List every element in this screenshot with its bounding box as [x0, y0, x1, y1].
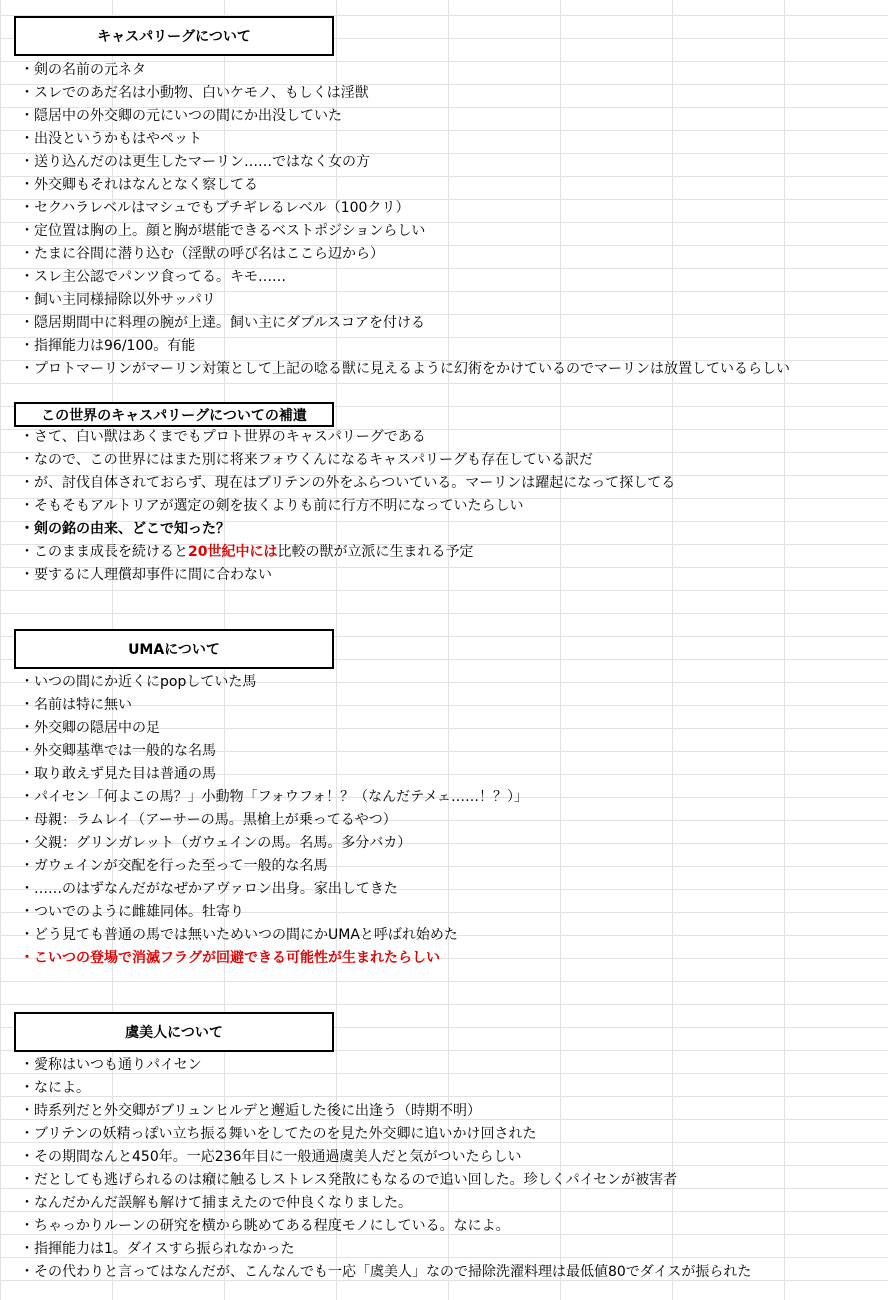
list-item: ・父親：グリンガレット（ガウェインの馬。名馬。多分バカ） — [20, 835, 412, 851]
list-item: ・指揮能力は96/100。有能 — [20, 338, 196, 354]
list-item: ・取り敢えず見た目は普通の馬 — [20, 766, 216, 782]
list-item: ・時系列だと外交卿がブリュンヒルデと邂逅した後に出逢う（時期不明） — [20, 1103, 482, 1119]
list-item: ・定位置は胸の上。顔と胸が堪能できるベストポジションらしい — [20, 223, 426, 239]
list-item: ・さて、白い獣はあくまでもプロト世界のキャスパリーグである — [20, 429, 426, 445]
list-item: ・隠居中の外交卿の元にいつの間にか出没していた — [20, 108, 342, 124]
list-item: ・どう見ても普通の馬では無いためいつの間にかUMAと呼ばれ始めた — [20, 927, 458, 943]
section-title-casparigue-addendum: この世界のキャスパリーグについての補遺 — [14, 402, 334, 427]
list-item: ・たまに谷間に潜り込む（淫獣の呼び名はここら辺から） — [20, 246, 384, 262]
list-item: ・外交卿もそれはなんとなく察してる — [20, 177, 258, 193]
list-item: ・外交卿の隠居中の足 — [20, 720, 160, 736]
section-title-casparigue: キャスパリーグについて — [14, 16, 334, 56]
list-item: ・いつの間にか近くにpopしていた馬 — [20, 674, 257, 690]
list-item: ・セクハラレベルはマシュでもブチギレるレベル（100クリ） — [20, 200, 410, 216]
list-item: ・その期間なんと450年。一応236年目に一般通過虞美人だと気がついたらしい — [20, 1149, 522, 1165]
list-item: ・愛称はいつも通りパイセン — [20, 1057, 202, 1073]
list-item: ・が、討伐自体されておらず、現在はブリテンの外をふらついている。マーリンは躍起になって探してる — [20, 475, 676, 491]
list-item: ・スレ主公認でパンツ食ってる。キモ…… — [20, 269, 286, 285]
list-item: ・プロトマーリンがマーリン対策として上記の唸る獣に見えるように幻術をかけているのでマーリンは放置しているらしい — [20, 361, 790, 377]
mixed-line-highlight: 20世紀中には — [188, 544, 278, 560]
list-item: ・飼い主同様掃除以外サッパリ — [20, 292, 216, 308]
list-item-mixed — [20, 541, 473, 564]
mixed-line-after: 比較の獣が立派に生まれる予定 — [277, 544, 474, 560]
mixed-line-before: ・このまま成長を続けると — [20, 544, 188, 560]
list-item: ・パイセン「何よこの馬？」小動物「フォウフォ！？（なんだテメェ……！？）」 — [20, 789, 529, 805]
list-item: ・なんだかんだ誤解も解けて捕まえたので仲良くなりました。 — [20, 1195, 412, 1211]
list-item-bold: ・剣の銘の由来、どこで知った？ — [20, 521, 230, 537]
list-item: ・そもそもアルトリアが選定の剣を抜くよりも前に行方不明になっていたらしい — [20, 498, 524, 514]
list-item-highlight: ・こいつの登場で消滅フラグが回避できる可能性が生まれたらしい — [20, 950, 440, 966]
list-item: ・母親：ラムレイ（アーサーの馬。黒槍上が乗ってるやつ） — [20, 812, 397, 828]
list-item: ・なので、この世界にはまた別に将来フォウくんになるキャスパリーグも存在している訳だ — [20, 452, 594, 468]
section-title-gubijin: 虞美人について — [14, 1012, 334, 1052]
list-item: ・……のはずなんだがなぜかアヴァロン出身。家出してきた — [20, 881, 398, 897]
list-item: ・要するに人理償却事件に間に合わない — [20, 567, 272, 583]
list-item: ・ブリテンの妖精っぽい立ち振る舞いをしてたのを見た外交卿に追いかけ回された — [20, 1126, 537, 1142]
list-item: ・剣の名前の元ネタ — [20, 62, 146, 78]
list-item: ・その代わりと言ってはなんだが、こんなんでも一応「虞美人」なので掃除洗濯料理は最低値80でダイスが振られた — [20, 1264, 752, 1280]
list-item: ・なによ。 — [20, 1080, 90, 1096]
list-item: ・だとしても逃げられるのは癪に触るしストレス発散にもなるので追い回した。珍しくパイセンが被害者 — [20, 1172, 678, 1188]
list-item: ・指揮能力は1。ダイスすら振られなかった — [20, 1241, 295, 1257]
list-item: ・ちゃっかりルーンの研究を横から眺めてある程度モノにしている。なによ。 — [20, 1218, 510, 1234]
list-item: ・ついでのように雌雄同体。牡寄り — [20, 904, 244, 920]
list-item: ・名前は特に無い — [20, 697, 132, 713]
list-item: ・送り込んだのは更生したマーリン……ではなく女の方 — [20, 154, 370, 170]
list-item: ・スレでのあだ名は小動物、白いケモノ、もしくは淫獣 — [20, 85, 369, 101]
list-item: ・出没というかもはやペット — [20, 131, 202, 147]
list-item: ・外交卿基準では一般的な名馬 — [20, 743, 216, 759]
list-item: ・ガウェインが交配を行った至って一般的な名馬 — [20, 858, 328, 874]
section-title-uma: UMAについて — [14, 629, 334, 669]
list-item: ・隠居期間中に料理の腕が上達。飼い主にダブルスコアを付ける — [20, 315, 426, 331]
